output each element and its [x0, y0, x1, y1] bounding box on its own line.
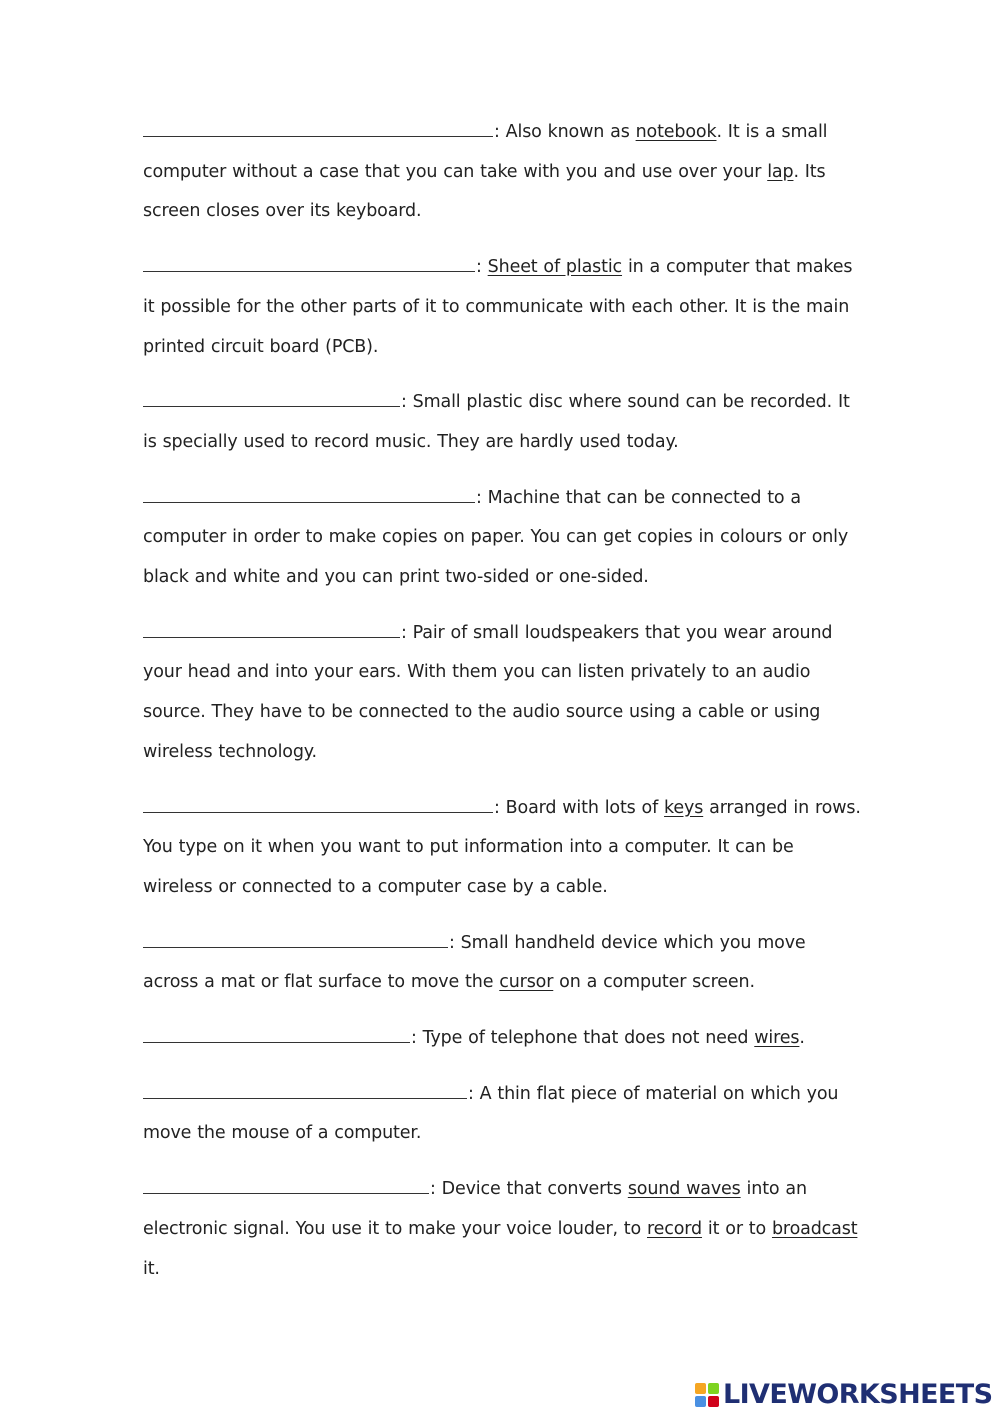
definition-text: it or to	[702, 1218, 772, 1239]
worksheet	[143, 113, 863, 1305]
definition-text: : Small plastic disc where sound can be recorded. It is specially used to record music. They are hardly used today.	[143, 392, 850, 452]
definition-text: : A thin flat piece of material on which you move the mouse of a computer.	[143, 1083, 839, 1144]
answer-blank[interactable]	[143, 1080, 467, 1099]
answer-blank[interactable]	[143, 929, 448, 948]
definition-text: in a computer that makes it possible for the other parts of it to communicate with each other. It is the main printed circuit board (PCB).	[143, 257, 853, 357]
underlined-term: wires	[754, 1028, 800, 1049]
answer-blank[interactable]	[143, 794, 493, 813]
underlined-term: notebook	[635, 122, 717, 142]
definition-text: : Device that converts	[430, 1179, 628, 1200]
definition-item	[143, 479, 863, 598]
definition-item	[143, 924, 863, 1003]
underlined-term: Sheet of plastic	[487, 257, 623, 278]
logo-square	[695, 1396, 706, 1407]
definition-item	[143, 614, 863, 773]
answer-blank[interactable]	[143, 253, 475, 272]
answer-blank[interactable]	[143, 484, 475, 503]
definition-text: .	[799, 1028, 805, 1049]
definition-item	[143, 1019, 863, 1059]
liveworksheets-logo-icon	[695, 1383, 719, 1407]
logo-square	[708, 1383, 719, 1394]
definition-text: on a computer screen.	[553, 972, 755, 993]
underlined-term: cursor	[499, 972, 554, 993]
definition-text: : Type of telephone that does not need	[411, 1028, 755, 1049]
definition-item	[143, 383, 863, 462]
answer-blank[interactable]	[143, 388, 400, 407]
definition-item	[143, 113, 863, 232]
definition-text: . Its screen closes over its keyboard.	[143, 161, 826, 222]
logo-text: LIVEWORKSHEETS	[723, 1379, 993, 1410]
underlined-term: lap	[767, 161, 794, 182]
definition-text: :	[476, 257, 488, 278]
underlined-term: broadcast	[771, 1218, 858, 1239]
definition-item	[143, 248, 863, 367]
definition-text: : Pair of small loudspeakers that you wear around your head and into your ears. With them you can listen privately to an audio source. They have to be connected to the audio source using a cable or using wireless technology.	[143, 622, 833, 762]
definition-text: : Machine that can be connected to a computer in order to make copies on paper. You can get copies in colours or only black and white and you can print two-sided or one-sided.	[143, 487, 849, 588]
definition-text: it.	[143, 1258, 160, 1279]
definition-text: : Board with lots of	[494, 797, 665, 818]
underlined-term: keys	[664, 797, 704, 818]
definition-text: : Small handheld device which you move across a mat or flat surface to move the	[143, 932, 806, 993]
answer-blank[interactable]	[143, 118, 493, 137]
answer-blank[interactable]	[143, 1024, 410, 1043]
underlined-term: record	[647, 1218, 703, 1239]
definition-text: arranged in rows. You type on it when you want to put information into a computer. It can be wireless or connected to a computer case by a cable.	[143, 797, 861, 897]
answer-blank[interactable]	[143, 619, 400, 638]
definition-text: : Also known as	[494, 122, 636, 142]
underlined-term: sound waves	[627, 1179, 741, 1200]
definition-item	[143, 1170, 863, 1289]
definition-text: . It is a small computer without a case that you can take with you and use over your	[143, 122, 828, 182]
logo-square	[695, 1383, 706, 1394]
liveworksheets-logo	[695, 1378, 992, 1412]
answer-blank[interactable]	[143, 1175, 429, 1194]
definition-text: into an electronic signal. You use it to make your voice louder, to	[143, 1179, 807, 1239]
definition-item	[143, 789, 863, 908]
definition-item	[143, 1075, 863, 1154]
logo-square	[708, 1396, 719, 1407]
